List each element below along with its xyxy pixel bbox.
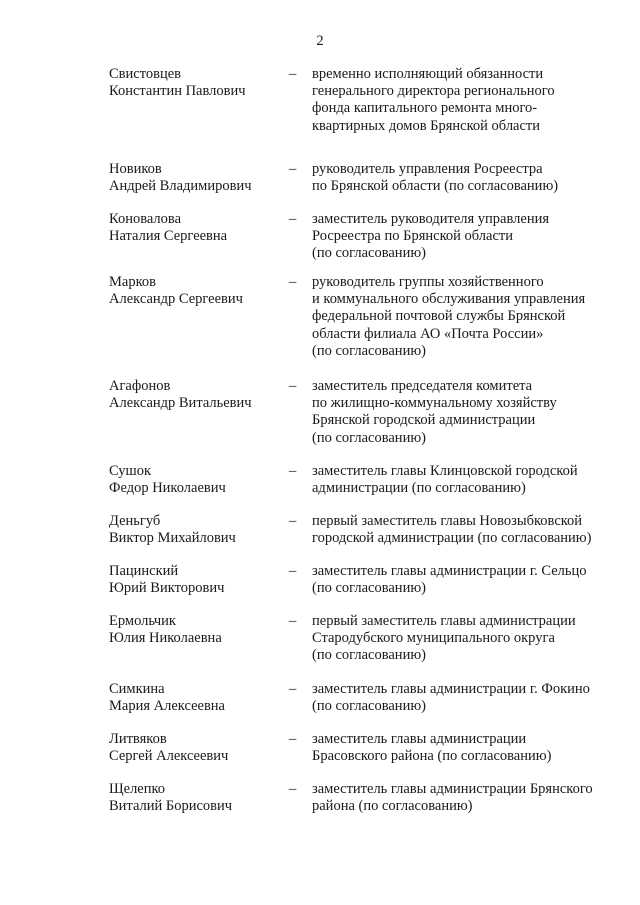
member-name-line: Деньгуб [109, 513, 161, 529]
member-role-line: квартирных домов Брянской области [312, 117, 541, 134]
member-role-line: Стародубского муниципального округа [312, 630, 555, 647]
member-role-line: по жилищно-коммунальному хозяйству [312, 395, 557, 412]
member-role [312, 211, 622, 263]
member-role-line: заместитель главы Клинцовской городской [312, 463, 578, 479]
member-role [312, 781, 622, 815]
member-entry [0, 211, 640, 274]
member-name [109, 781, 279, 815]
member-name [109, 66, 279, 100]
member-role [312, 731, 622, 765]
member-name-line: Федор Николаевич [109, 480, 226, 497]
member-role-line: Росреестра по Брянской области [312, 228, 513, 245]
member-name [109, 211, 279, 245]
member-role-line: временно исполняющий обязанности [312, 66, 544, 82]
page-number: 2 [316, 33, 324, 49]
member-role [312, 613, 622, 665]
dash-separator: – [289, 161, 297, 177]
member-name [109, 563, 279, 597]
member-name [109, 513, 279, 547]
member-name-line: Андрей Владимирович [109, 178, 252, 195]
member-role-line: фонда капитального ремонта много- [312, 100, 538, 117]
member-role [312, 161, 622, 195]
member-role [312, 463, 622, 497]
member-entry [0, 463, 640, 513]
member-name-line: Ермольчик [109, 613, 176, 629]
member-name-line: Коновалова [109, 211, 182, 227]
member-role-line: заместитель главы администрации г. Фокино [312, 681, 590, 697]
member-name-line: Юлия Николаевна [109, 630, 222, 647]
member-list [0, 66, 640, 821]
member-role-line: заместитель главы администрации Брянского [312, 781, 593, 797]
dash-separator: – [289, 463, 297, 479]
member-name-line: Литвяков [109, 731, 167, 747]
member-role-line: заместитель главы администрации [312, 731, 527, 747]
member-role [312, 513, 622, 547]
dash-separator: – [289, 274, 297, 290]
member-name-line: Александр Сергеевич [109, 291, 243, 308]
member-entry [0, 613, 640, 681]
member-role-line: (по согласованию) [312, 580, 426, 597]
member-role-line: (по согласованию) [312, 647, 426, 664]
member-entry [0, 274, 640, 378]
dash-separator: – [289, 613, 297, 629]
dash-separator: – [289, 681, 297, 697]
member-entry [0, 781, 640, 821]
member-name [109, 463, 279, 497]
member-role-line: и коммунального обслуживания управления [312, 291, 586, 308]
member-role-line: руководитель группы хозяйственного [312, 274, 544, 290]
member-name [109, 613, 279, 647]
dash-separator: – [289, 563, 297, 579]
member-role-line: городской администрации (по согласованию) [312, 530, 592, 547]
member-name-line: Александр Витальевич [109, 395, 252, 412]
member-role-line: по Брянской области (по согласованию) [312, 178, 559, 195]
dash-separator: – [289, 781, 297, 797]
member-name-line: Марков [109, 274, 156, 290]
member-role-line: администрации (по согласованию) [312, 480, 526, 497]
member-name-line: Симкина [109, 681, 165, 697]
member-role [312, 66, 622, 135]
member-role-line: генерального директора регионального [312, 83, 555, 100]
member-role-line: Брянской городской администрации [312, 412, 536, 429]
member-entry [0, 513, 640, 563]
member-role-line: (по согласованию) [312, 245, 426, 262]
member-role [312, 378, 622, 447]
member-name-line: Сергей Алексеевич [109, 748, 229, 765]
member-role-line: заместитель руководителя управления [312, 211, 550, 227]
dash-separator: – [289, 731, 297, 747]
member-role-line: (по согласованию) [312, 342, 426, 359]
member-entry [0, 66, 640, 161]
member-name-line: Константин Павлович [109, 83, 246, 100]
member-role [312, 274, 622, 360]
dash-separator: – [289, 66, 297, 82]
member-entry [0, 731, 640, 781]
dash-separator: – [289, 513, 297, 529]
member-name-line: Виталий Борисович [109, 798, 233, 815]
member-name-line: Наталия Сергеевна [109, 228, 228, 245]
member-role [312, 681, 622, 715]
member-name [109, 731, 279, 765]
member-name-line: Новиков [109, 161, 162, 177]
member-name [109, 681, 279, 715]
member-role-line: Брасовского района (по согласованию) [312, 748, 552, 765]
member-role [312, 563, 622, 597]
member-role-line: первый заместитель главы Новозыбковской [312, 513, 583, 529]
member-name-line: Мария Алексеевна [109, 698, 225, 715]
member-name-line: Сушок [109, 463, 152, 479]
member-role-line: (по согласованию) [312, 698, 426, 715]
member-name-line: Виктор Михайлович [109, 530, 236, 547]
member-name [109, 378, 279, 412]
member-name-line: Щелепко [109, 781, 166, 797]
member-entry [0, 563, 640, 613]
member-role-line: первый заместитель главы администрации [312, 613, 576, 629]
member-entry [0, 378, 640, 463]
member-role-line: руководитель управления Росреестра [312, 161, 543, 177]
member-role-line: заместитель председателя комитета [312, 378, 533, 394]
member-name-line: Агафонов [109, 378, 171, 394]
dash-separator: – [289, 378, 297, 394]
member-name [109, 161, 279, 195]
member-name-line: Пацинский [109, 563, 179, 579]
member-entry [0, 161, 640, 211]
member-entry [0, 681, 640, 731]
member-name [109, 274, 279, 308]
member-role-line: федеральной почтовой службы Брянской [312, 308, 566, 325]
member-role-line: области филиала АО «Почта России» [312, 325, 544, 342]
member-name-line: Юрий Викторович [109, 580, 225, 597]
member-role-line: заместитель главы администрации г. Сельцо [312, 563, 587, 579]
dash-separator: – [289, 211, 297, 227]
member-name-line: Свистовцев [109, 66, 181, 82]
member-role-line: района (по согласованию) [312, 798, 473, 815]
member-role-line: (по согласованию) [312, 429, 426, 446]
